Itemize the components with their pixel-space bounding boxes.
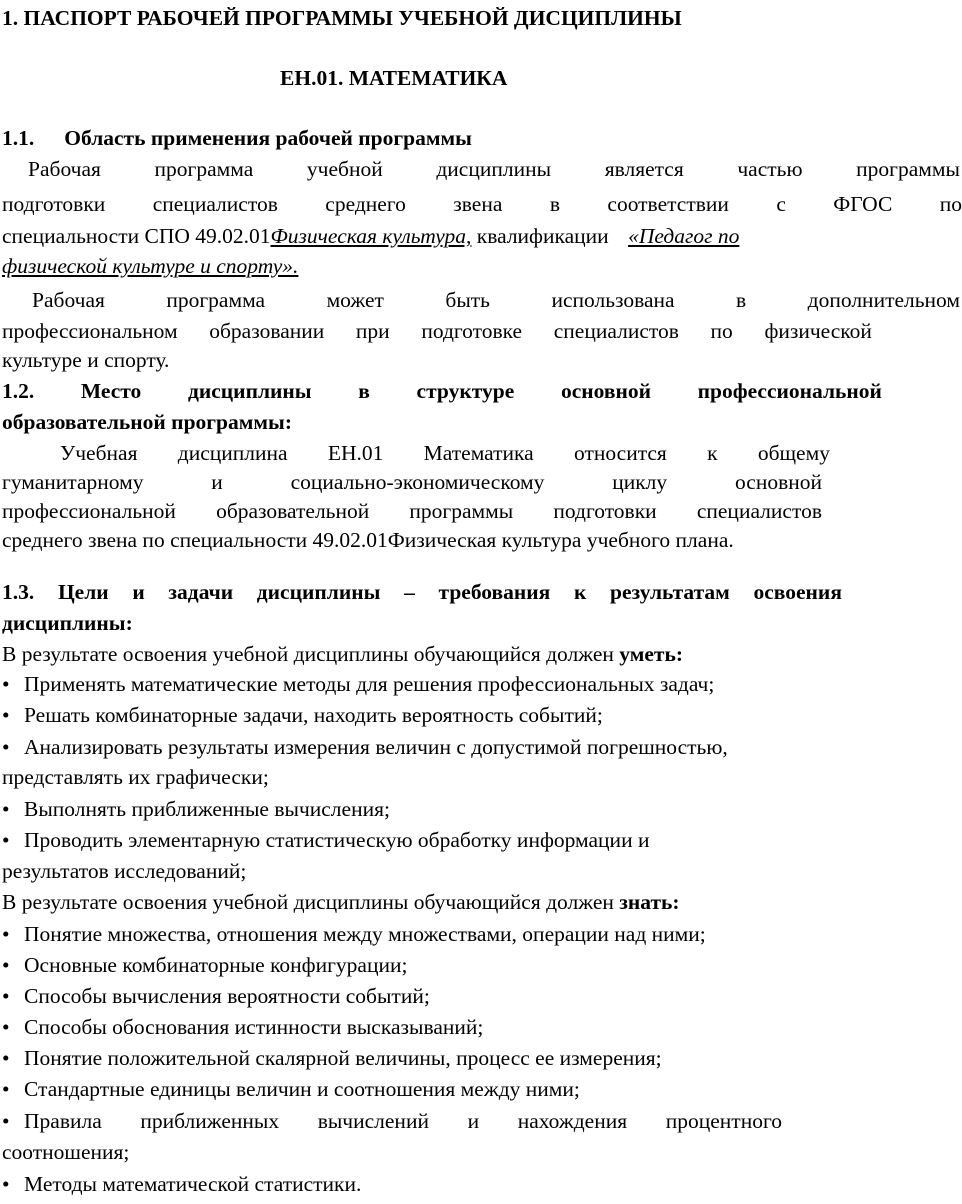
bullet-icon: • [2,703,10,727]
bullet-icon: • [2,828,10,852]
section-1-3-heading-cont: дисциплины: [2,611,133,635]
bullet-icon: • [2,984,10,1008]
paragraph-line: Рабочая программа учебной дисциплины является частью программы [28,157,960,181]
paragraph-line: физической культуре и спорту». [2,254,299,278]
list-item: • Понятие положительной скалярной величины, процесс ее измерения; [2,1044,662,1073]
paragraph-line: гуманитарному и социально-экономическому циклу основной [2,470,822,494]
paragraph-line: специальности СПО 49.02.01Физическая культура, квалификации «Педагог по [2,224,740,248]
bullet-icon: • [2,1077,10,1101]
paragraph-line: профессиональном образовании при подготовке специалистов по физической [2,319,872,343]
paragraph-line: среднего звена по специальности 49.02.01Физическая культура учебного плана. [2,528,734,552]
skills-keyword: уметь: [619,642,683,666]
discipline-code-title: ЕН.01. МАТЕМАТИКА [280,66,508,90]
list-item: • Понятие множества, отношения между множествами, операции над ними; [2,920,706,949]
paragraph-line: Рабочая программа может быть использована в дополнительном [32,288,960,312]
bullet-icon: • [2,1172,10,1196]
list-item-cont: соотношения; [2,1140,130,1164]
list-item: • Решать комбинаторные задачи, находить вероятность событий; [2,701,603,730]
section-1-1-heading [2,124,472,153]
bullet-icon: • [2,953,10,977]
bullet-icon: • [2,797,10,821]
knowledge-intro: В результате освоения учебной дисциплины обучающийся должен знать: [2,890,680,914]
list-item: • Правила приближенных вычислений и нахождения процентного [2,1107,782,1136]
qualification-name: «Педагог по [628,224,740,248]
section-number: 1.1. [2,126,35,150]
paragraph-line: профессиональной образовательной программы подготовки специалистов [2,499,822,523]
document-title: 1. ПАСПОРТ РАБОЧЕЙ ПРОГРАММЫ УЧЕБНОЙ ДИСЦИПЛИНЫ [2,6,682,30]
bullet-icon: • [2,1015,10,1039]
skills-intro: В результате освоения учебной дисциплины обучающийся должен уметь: [2,642,683,666]
paragraph-line: Учебная дисциплина ЕН.01 Математика относится к общему [60,441,830,465]
bullet-icon: • [2,922,10,946]
bullet-icon: • [2,735,10,759]
list-item: • Применять математические методы для решения профессиональных задач; [2,670,714,699]
section-1-2-heading-cont: образовательной программы: [2,410,292,434]
paragraph-line: подготовки специалистов среднего звена в соответствии с ФГОС по [2,192,962,216]
list-item: • Анализировать результаты измерения величин с допустимой погрешностью, [2,733,728,762]
section-1-2-heading: 1.2. Место дисциплины в структуре основной профессиональной [2,379,882,403]
knowledge-keyword: знать: [619,890,680,914]
list-item: • Основные комбинаторные конфигурации; [2,951,407,980]
list-item: • Методы математической статистики. [2,1170,361,1199]
bullet-icon: • [2,1046,10,1070]
list-item-cont: представлять их графически; [2,765,269,789]
list-item: • Выполнять приближенные вычисления; [2,795,390,824]
list-item-cont: результатов исследований; [2,859,247,883]
list-item: • Способы вычисления вероятности событий; [2,982,430,1011]
bullet-icon: • [2,672,10,696]
specialty-name: Физическая культура, [270,224,472,248]
section-title: Область применения рабочей программы [64,126,472,150]
section-1-3-heading: 1.3. Цели и задачи дисциплины – требования к результатам освоения [2,580,842,604]
list-item: • Проводить элементарную статистическую обработку информации и [2,826,649,855]
bullet-icon: • [2,1109,10,1133]
list-item: • Стандартные единицы величин и соотношения между ними; [2,1075,580,1104]
list-item: • Способы обоснования истинности высказываний; [2,1013,483,1042]
paragraph-line: культуре и спорту. [2,348,170,372]
